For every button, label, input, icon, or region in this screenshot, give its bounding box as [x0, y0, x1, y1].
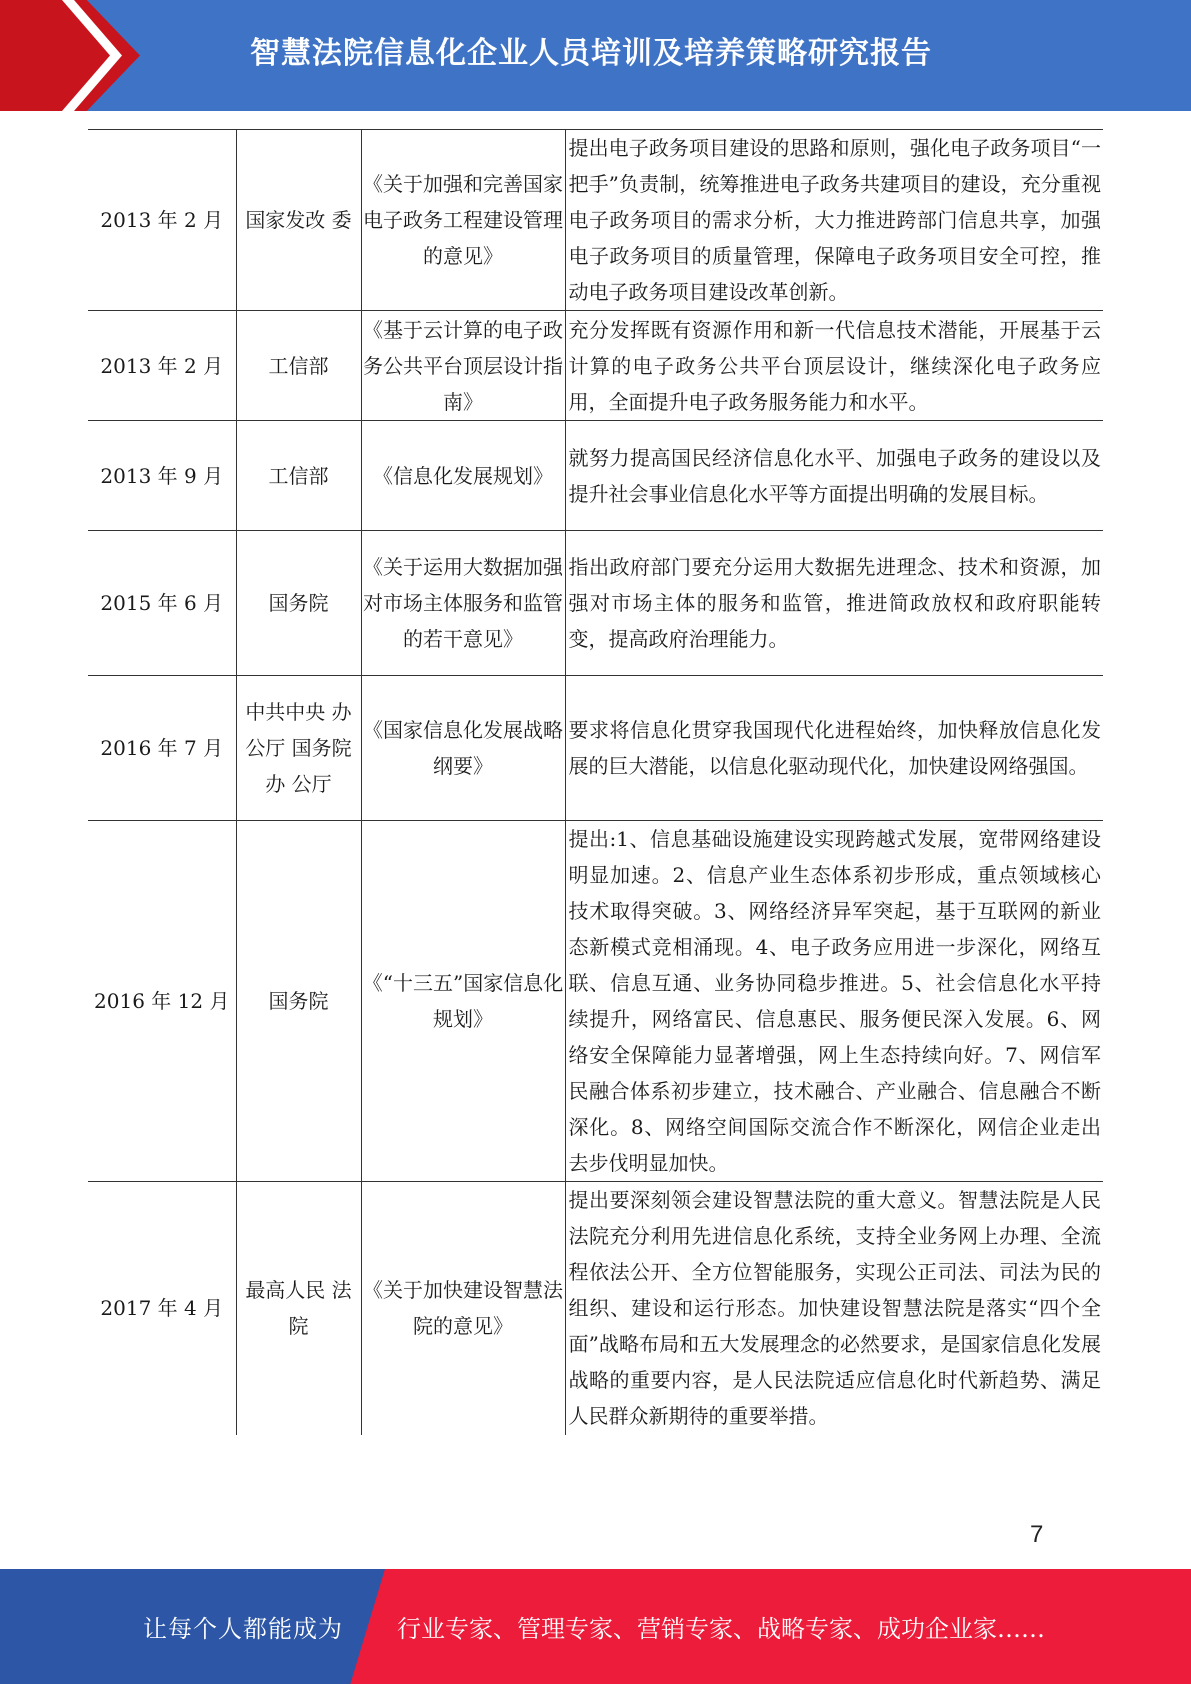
footer-slogan-left: 让每个人都能成为 [143, 1615, 343, 1643]
row-org: 国家发改 委 [236, 130, 361, 311]
row-org: 国务院 [236, 821, 361, 1182]
row-date: 2013 年 9 月 [88, 421, 236, 531]
page-footer [0, 1569, 1191, 1684]
row-date: 2017 年 4 月 [100, 1296, 224, 1321]
row-org: 中共中央 办公厅 国务院办 公厅 [236, 676, 361, 821]
row-org: 最高人民 法院 [236, 1182, 361, 1435]
footer-slogan-right: 行业专家、管理专家、营销专家、战略专家、成功企业家…… [397, 1615, 1045, 1643]
table-row [88, 821, 1103, 1182]
row-document: 《信息化发展规划》 [361, 421, 565, 531]
row-org: 工信部 [236, 311, 361, 421]
table-row [88, 421, 1103, 531]
row-description: 就努力提高国民经济信息化水平、加强电子政务的建设以及提升社会事业信息化水平等方面提出明确的发展目标。 [565, 421, 1103, 531]
row-document: 《“十三五”国家信息化规划》 [361, 821, 565, 1182]
table-row [88, 1182, 1103, 1435]
row-description: 指出政府部门要充分运用大数据先进理念、技术和资源，加强对市场主体的服务和监管，推进简政放权和政府职能转变，提高政府治理能力。 [565, 531, 1103, 676]
row-date: 2016 年 7 月 [88, 676, 236, 821]
row-document: 《基于云计算的电子政务公共平台顶层设计指南》 [361, 311, 565, 421]
table-row [88, 311, 1103, 421]
row-description: 要求将信息化贯穿我国现代化进程始终，加快释放信息化发展的巨大潜能，以信息化驱动现代化，加快建设网络强国。 [565, 676, 1103, 821]
row-document: 《关于加快建设智慧法院的意见》 [361, 1182, 565, 1435]
page-number: 7 [1030, 1521, 1044, 1548]
row-document: 《关于运用大数据加强对市场主体服务和监管的若干意见》 [361, 531, 565, 676]
table-row [88, 531, 1103, 676]
row-description: 提出要深刻领会建设智慧法院的重大意义。智慧法院是人民法院充分利用先进信息化系统，支持全业务网上办理、全流程依法公开、全方位智能服务，实现公正司法、司法为民的组织、建设和运行形态。加快建设智慧法院是落实“四个全面”战略布局和五大发展理念的必然要求，是国家信息化发展战略的重要内容，是人民法院适应信息化时代新趋势、满足人民群众新期待的重要举措。 [565, 1182, 1103, 1435]
row-org: 国务院 [236, 531, 361, 676]
row-date: 2013 年 2 月 [88, 130, 236, 311]
page-header [0, 0, 1191, 111]
row-org: 工信部 [236, 421, 361, 531]
row-description: 充分发挥既有资源作用和新一代信息技术潜能，开展基于云计算的电子政务公共平台顶层设计，继续深化电子政务应用，全面提升电子政务服务能力和水平。 [565, 311, 1103, 421]
policy-table [88, 129, 1103, 1435]
row-document: 《关于加强和完善国家电子政务工程建设管理的意见》 [361, 130, 565, 311]
report-title: 智慧法院信息化企业人员培训及培养策略研究报告 [250, 36, 932, 71]
row-date: 2015 年 6 月 [88, 531, 236, 676]
row-document: 《国家信息化发展战略纲要》 [361, 676, 565, 821]
row-description: 提出:1、信息基础设施建设实现跨越式发展，宽带网络建设明显加速。2、信息产业生态体系初步形成，重点领域核心技术取得突破。3、网络经济异军突起，基于互联网的新业态新模式竞相涌现。4、电子政务应用进一步深化，网络互联、信息互通、业务协同稳步推进。5、社会信息化水平持续提升，网络富民、信息惠民、服务便民深入发展。6、网络安全保障能力显著增强，网上生态持续向好。7、网信军民融合体系初步建立，技术融合、产业融合、信息融合不断深化。8、网络空间国际交流合作不断深化，网信企业走出去步伐明显加快。 [565, 821, 1103, 1182]
row-description: 提出电子政务项目建设的思路和原则，强化电子政务项目“一把手”负责制，统筹推进电子政务共建项目的建设，充分重视电子政务项目的需求分析，大力推进跨部门信息共享，加强电子政务项目的质量管理，保障电子政务项目安全可控，推动电子政务项目建设改革创新。 [565, 130, 1103, 311]
table-row [88, 130, 1103, 311]
table-row [88, 676, 1103, 821]
row-date: 2016 年 12 月 [88, 821, 236, 1182]
row-date: 2013 年 2 月 [88, 311, 236, 421]
